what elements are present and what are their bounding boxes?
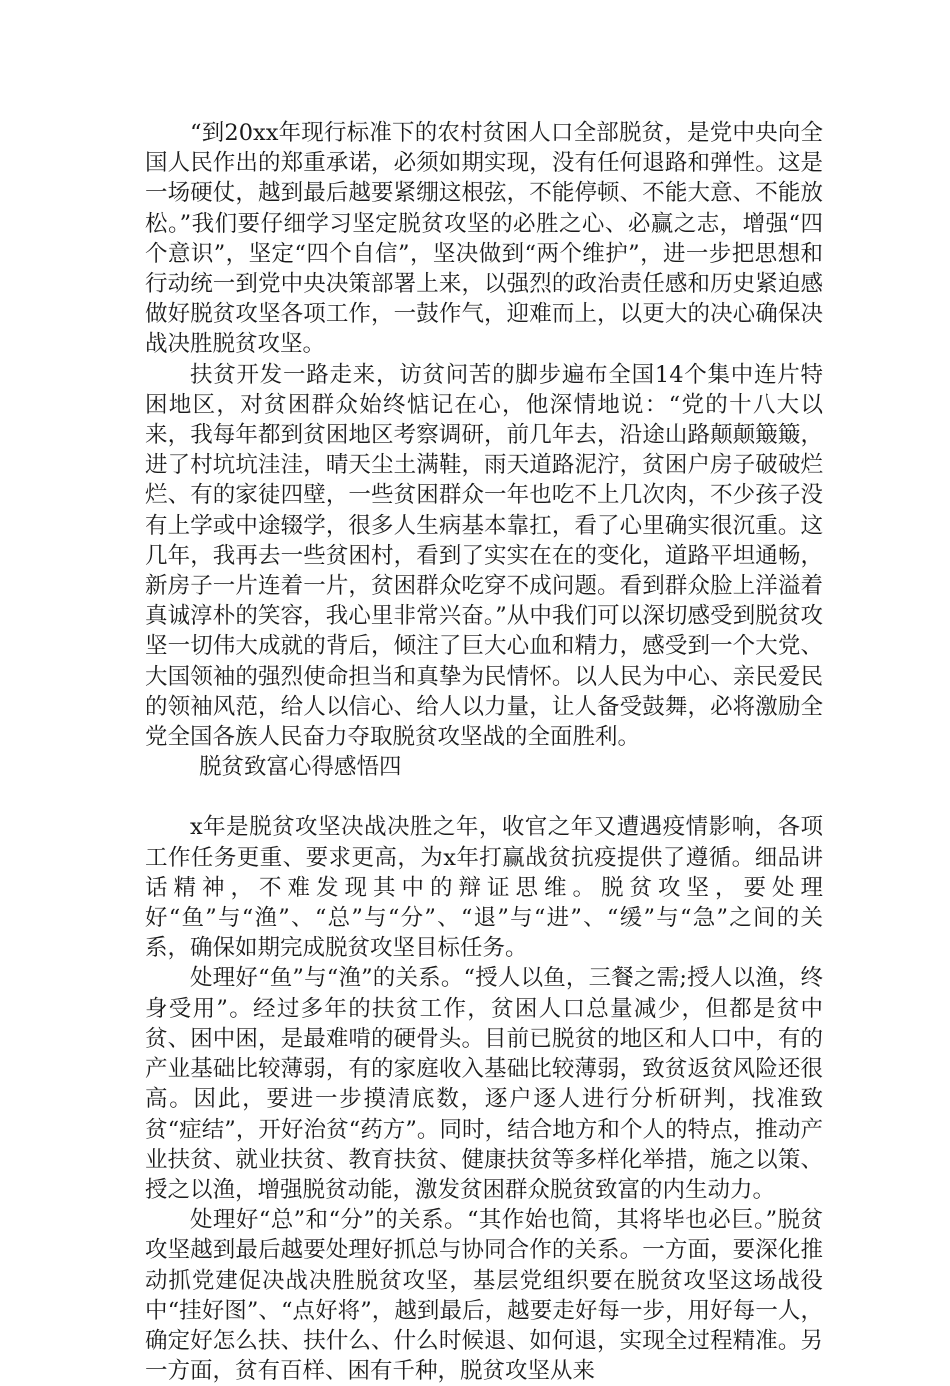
paragraph-fish-and-fishing: 处理好“鱼”与“渔”的关系。“授人以鱼，三餐之需;授人以渔，终身受用”。经过多年的扶贫工作，贫困人口总量减少，但都是贫中贫、困中困，是最难啃的硬骨头。目前已脱贫的地区和人口中，有的产业基础比较薄弱，有的家庭收入基础比较薄弱，致贫返贫风险还很高。因此，要进一步摸清底数，逐户逐人进行分析研判，找准致贫“症结”，开好治贫“药方”。同时，结合地方和个人的特点，推动产业扶贫、就业扶贫、教育扶贫、健康扶贫等多样化举措，施之以策、授之以渔，增强脱贫动能，激发贫困群众脱贫致富的内生动力。 (145, 965, 823, 1203)
document-page (145, 118, 823, 1386)
paragraph-decisive-year: x年是脱贫攻坚决战决胜之年，收官之年又遭遇疫情影响，各项工作任务更重、要求更高，为x年打赢战贫抗疫提供了遵循。细品讲话精神，不难发现其中的辩证思维。脱贫攻坚，要处理好“鱼”与“渔”、“总”与“分”、“退”与“进”、“缓”与“急”之间的关系，确保如期完成脱贫攻坚目标任务。 (145, 814, 823, 962)
paragraph-poverty-visits: 扶贫开发一路走来，访贫问苦的脚步遍布全国14个集中连片特困地区，对贫困群众始终惦记在心，他深情地说：“党的十八大以来，我每年都到贫困地区考察调研，前几年去，沿途山路颠颠簸簸，进了村坑坑洼洼，晴天尘土满鞋，雨天道路泥泞，贫困户房子破破烂烂、有的家徒四壁，一些贫困群众一年也吃不上几次肉，不少孩子没有上学或中途辍学，很多人生病基本靠扛，看了心里确实很沉重。这几年，我再去一些贫困村，看到了实实在在的变化，道路平坦通畅，新房子一片连着一片，贫困群众吃穿不成问题。看到群众脸上洋溢着真诚淳朴的笑容，我心里非常兴奋。”从中我们可以深切感受到脱贫攻坚一切伟大成就的背后，倾注了巨大心血和精力，感受到一个大党、大国领袖的强烈使命担当和真挚为民情怀。以人民为中心、亲民爱民的领袖风范，给人以信心、给人以力量，让人备受鼓舞，必将激励全党全国各族人民奋力夺取脱贫攻坚战的全面胜利。 (145, 361, 823, 751)
paragraph-total-and-parts: 处理好“总”和“分”的关系。“其作始也简，其将毕也必巨。”脱贫攻坚越到最后越要处理好抓总与协同合作的关系。一方面，要深化推动抓党建促决战决胜脱贫攻坚，基层党组织要在脱贫攻坚这场战役中“挂好图”、“点好将”，越到最后，越要走好每一步，用好每一人，确定好怎么扶、扶什么、什么时候退、如何退，实现全过程精准。另一方面，贫有百样、困有千种，脱贫攻坚从来 (145, 1207, 823, 1385)
paragraph-commitment: “到20xx年现行标准下的农村贫困人口全部脱贫，是党中央向全国人民作出的郑重承诺，必须如期实现，没有任何退路和弹性。这是一场硬仗，越到最后越要紧绷这根弦，不能停顿、不能大意、不能放松。”我们要仔细学习坚定脱贫攻坚的必胜之心、必赢之志，增强“四个意识”，坚定“四个自信”，坚决做到“两个维护”，进一步把思想和行动统一到党中央决策部署上来，以强烈的政治责任感和历史紧迫感做好脱贫攻坚各项工作，一鼓作气，迎难而上，以更大的决心确保决战决胜脱贫攻坚。 (145, 120, 823, 358)
section-heading: 脱贫致富心得感悟四 (199, 754, 402, 781)
